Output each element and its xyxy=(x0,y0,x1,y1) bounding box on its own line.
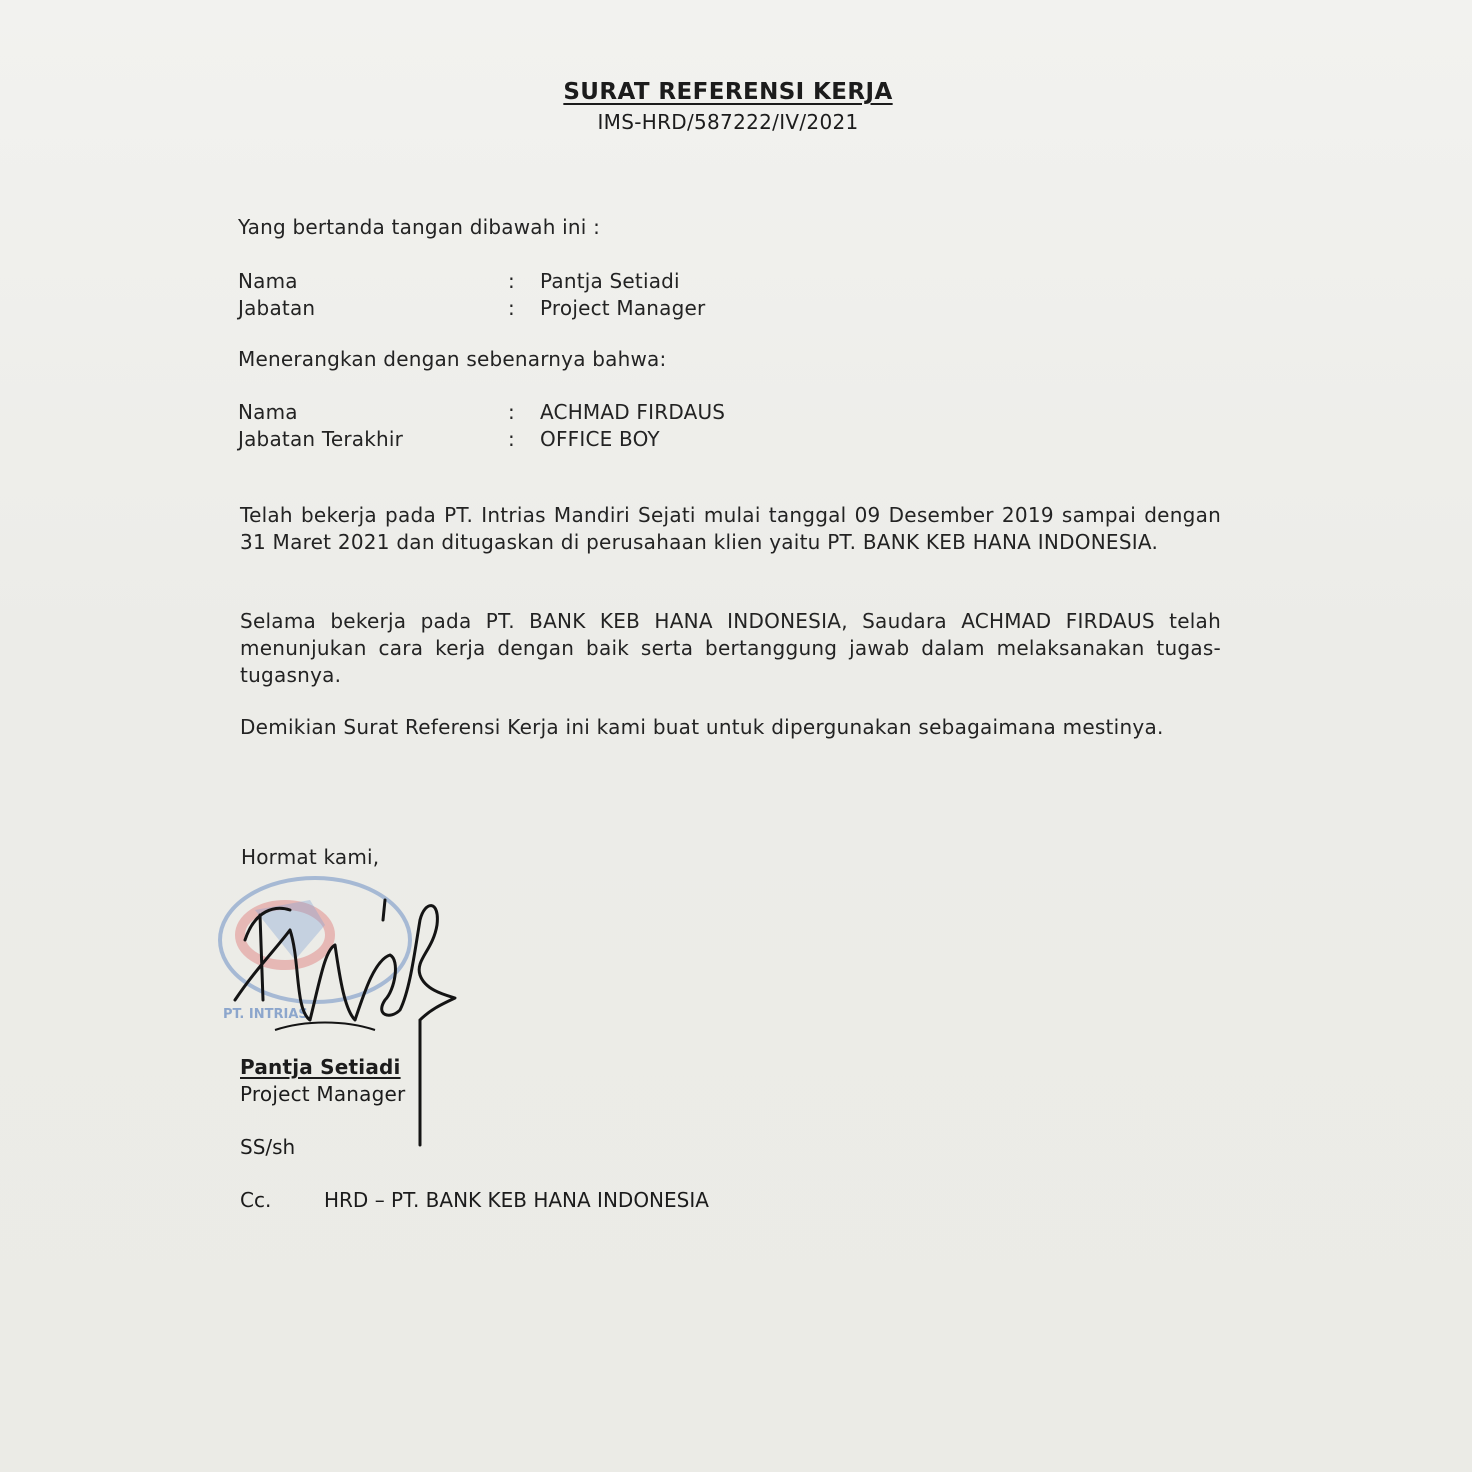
paragraph-performance: Selama bekerja pada PT. BANK KEB HANA INDONESIA, Saudara ACHMAD FIRDAUS telah menunjukan cara kerja dengan baik serta bertanggung jawab dalam melaksanakan tugas-tugasnya. xyxy=(240,609,1221,687)
company-stamp-and-signature xyxy=(215,870,475,1150)
employee-name-row xyxy=(238,399,938,426)
signatory-position-row xyxy=(238,295,938,322)
signatory-name-row xyxy=(238,268,938,295)
signature-and-stamp xyxy=(215,870,475,1150)
signatory-name-value: Pantja Setiadi xyxy=(540,269,680,293)
paragraph-employment: Telah bekerja pada PT. Intrias Mandiri Sejati mulai tanggal 09 Desember 2019 sampai dengan 31 Maret 2021 dan ditugaskan di perusahaan klien yaitu PT. BANK KEB HANA INDONESIA. xyxy=(240,503,1221,554)
letter-header xyxy=(0,78,1456,136)
cc-label: Cc. xyxy=(240,1188,272,1212)
paragraph-closing: Demikian Surat Referensi Kerja ini kami buat untuk dipergunakan sebagaimana mestinya. xyxy=(240,715,1164,739)
letter-title: SURAT REFERENSI KERJA xyxy=(563,79,893,105)
reference-initials: SS/sh xyxy=(240,1135,296,1159)
colon: : xyxy=(508,400,515,424)
reference-number: IMS-HRD/587222/IV/2021 xyxy=(597,110,859,134)
closing-salutation: Hormat kami, xyxy=(241,845,380,869)
employee-position-label: Jabatan Terakhir xyxy=(238,427,404,451)
employee-name-label: Nama xyxy=(238,400,298,424)
employee-name-value: ACHMAD FIRDAUS xyxy=(540,400,726,424)
employee-position-row xyxy=(238,426,938,453)
signatory-position-value: Project Manager xyxy=(540,296,706,320)
signer-title: Project Manager xyxy=(240,1082,406,1106)
cc-recipient: HRD – PT. BANK KEB HANA INDONESIA xyxy=(324,1188,709,1212)
colon: : xyxy=(508,269,515,293)
signatory-name-label: Nama xyxy=(238,269,298,293)
intro-line: Yang bertanda tangan dibawah ini : xyxy=(238,215,601,239)
signatory-position-label: Jabatan xyxy=(238,296,316,320)
statement-intro: Menerangkan dengan sebenarnya bahwa: xyxy=(238,347,667,371)
stamp-text: PT. INTRIAS xyxy=(223,1007,308,1022)
employee-position-value: OFFICE BOY xyxy=(540,427,660,451)
colon: : xyxy=(508,427,515,451)
colon: : xyxy=(508,296,515,320)
signer-name: Pantja Setiadi xyxy=(240,1055,401,1079)
